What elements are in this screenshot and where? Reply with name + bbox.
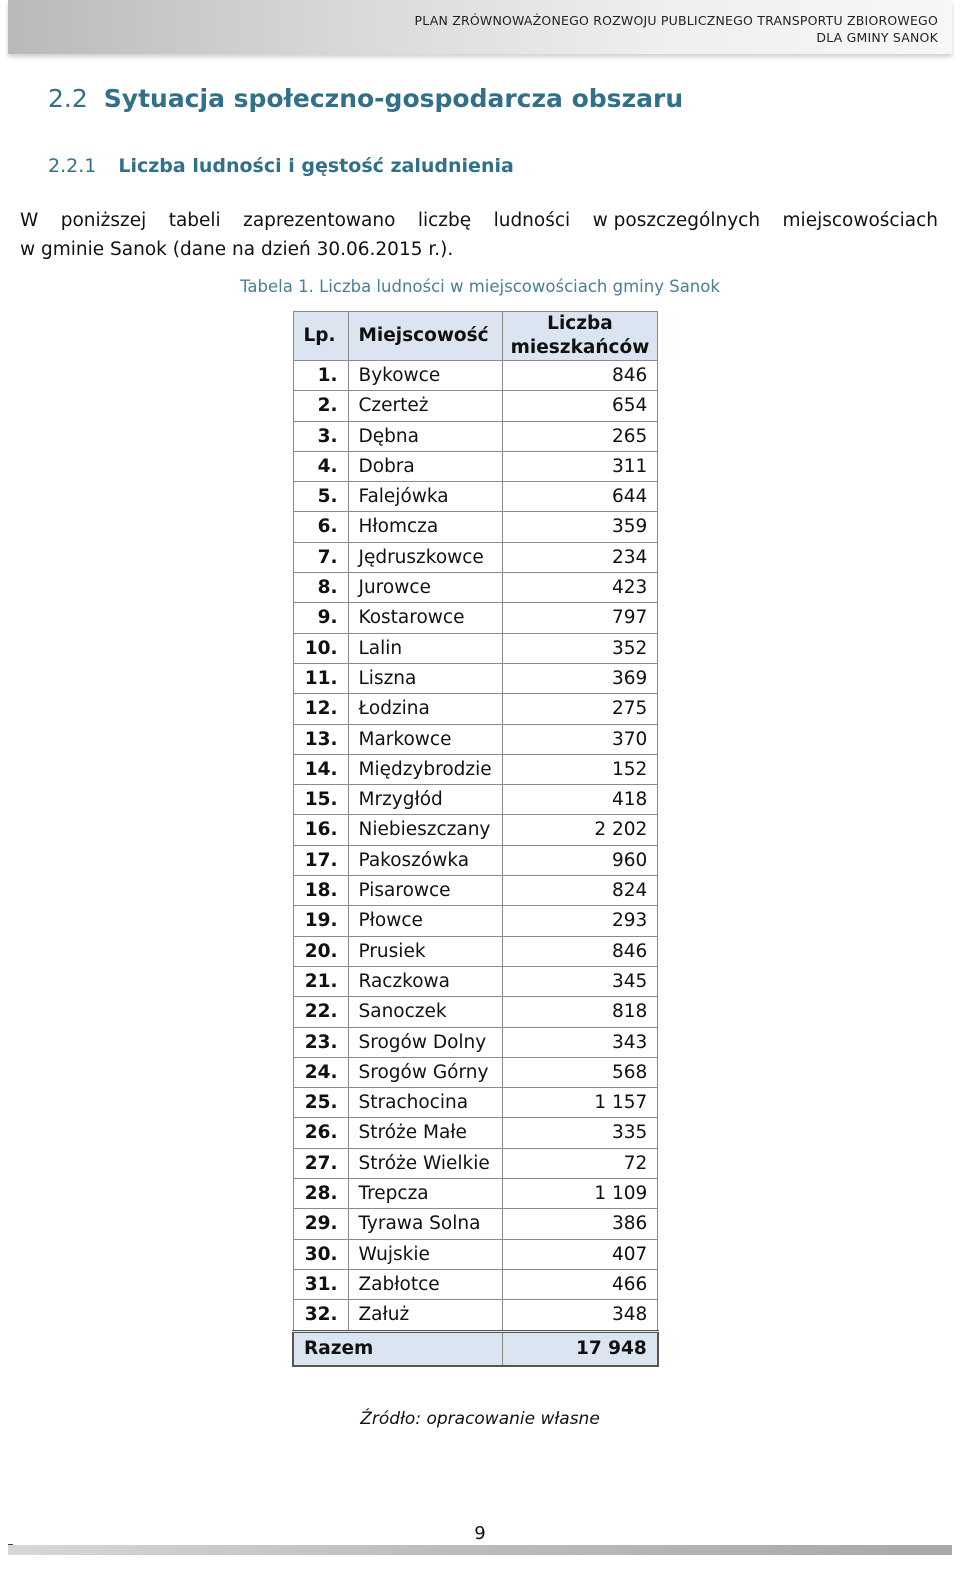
row-population: 824 xyxy=(502,876,658,906)
row-population: 359 xyxy=(502,512,658,542)
row-lp: 25. xyxy=(293,1088,348,1118)
table-header-row xyxy=(293,312,658,361)
row-lp: 30. xyxy=(293,1239,348,1269)
row-town: Bykowce xyxy=(348,361,502,391)
row-lp: 16. xyxy=(293,815,348,845)
row-lp: 5. xyxy=(293,482,348,512)
document-title-line2: DLA GMINY SANOK xyxy=(816,30,938,45)
row-lp: 20. xyxy=(293,936,348,966)
row-town: Prusiek xyxy=(348,936,502,966)
row-town: Strachocina xyxy=(348,1088,502,1118)
table-source: Źródło: opracowanie własne xyxy=(360,1409,600,1429)
table-row xyxy=(293,1057,658,1087)
row-town: Sanoczek xyxy=(348,997,502,1027)
paragraph-word: poniższej xyxy=(60,210,147,231)
row-population: 275 xyxy=(502,694,658,724)
table-row xyxy=(293,906,658,936)
row-lp: 31. xyxy=(293,1269,348,1299)
intro-paragraph xyxy=(20,206,938,264)
row-population: 293 xyxy=(502,906,658,936)
paragraph-word: W xyxy=(20,210,39,231)
paragraph-word: w poszczególnych xyxy=(592,210,761,231)
header-lp: Lp. xyxy=(293,312,348,361)
population-table xyxy=(292,311,659,1367)
table-row xyxy=(293,603,658,633)
row-population: 369 xyxy=(502,663,658,693)
subsection-heading xyxy=(48,155,514,177)
table-row xyxy=(293,845,658,875)
row-population: 343 xyxy=(502,1027,658,1057)
section-title: Sytuacja społeczno-gospodarcza obszaru xyxy=(103,84,684,113)
row-lp: 14. xyxy=(293,754,348,784)
row-lp: 24. xyxy=(293,1057,348,1087)
total-row xyxy=(293,1331,658,1366)
row-lp: 1. xyxy=(293,361,348,391)
row-town: Tyrawa Solna xyxy=(348,1209,502,1239)
paragraph-line-1 xyxy=(20,206,938,235)
row-population: 265 xyxy=(502,421,658,451)
row-lp: 19. xyxy=(293,906,348,936)
document-title-line1: PLAN ZRÓWNOWAŻONEGO ROZWOJU PUBLICZNEGO TRANSPORTU ZBIOROWEGO xyxy=(414,13,938,28)
header-population-line2: mieszkańców xyxy=(510,337,650,358)
row-town: Trepcza xyxy=(348,1179,502,1209)
table-row xyxy=(293,997,658,1027)
row-population: 370 xyxy=(502,724,658,754)
row-town: Falejówka xyxy=(348,482,502,512)
header-population-line1: Liczba xyxy=(547,313,613,334)
row-lp: 17. xyxy=(293,845,348,875)
total-population: 17 948 xyxy=(502,1331,658,1366)
row-lp: 13. xyxy=(293,724,348,754)
table-row xyxy=(293,421,658,451)
row-town: Pisarowce xyxy=(348,876,502,906)
row-lp: 3. xyxy=(293,421,348,451)
row-lp: 28. xyxy=(293,1179,348,1209)
row-town: Dębna xyxy=(348,421,502,451)
table-caption: Tabela 1. Liczba ludności w miejscowościach gminy Sanok xyxy=(240,277,720,296)
row-population: 386 xyxy=(502,1209,658,1239)
row-population: 797 xyxy=(502,603,658,633)
row-lp: 6. xyxy=(293,512,348,542)
table-row xyxy=(293,663,658,693)
row-population: 152 xyxy=(502,754,658,784)
row-town: Międzybrodzie xyxy=(348,754,502,784)
table-row xyxy=(293,694,658,724)
table-row xyxy=(293,1179,658,1209)
row-population: 466 xyxy=(502,1269,658,1299)
row-population: 1 157 xyxy=(502,1088,658,1118)
row-town: Raczkowa xyxy=(348,966,502,996)
paragraph-word: tabeli xyxy=(168,210,221,231)
row-population: 1 109 xyxy=(502,1179,658,1209)
table-row xyxy=(293,876,658,906)
row-town: Wujskie xyxy=(348,1239,502,1269)
row-population: 2 202 xyxy=(502,815,658,845)
row-population: 72 xyxy=(502,1148,658,1178)
row-town: Zabłotce xyxy=(348,1269,502,1299)
row-lp: 7. xyxy=(293,542,348,572)
row-lp: 23. xyxy=(293,1027,348,1057)
row-population: 644 xyxy=(502,482,658,512)
row-lp: 15. xyxy=(293,785,348,815)
row-lp: 8. xyxy=(293,573,348,603)
row-population: 407 xyxy=(502,1239,658,1269)
table-row xyxy=(293,1269,658,1299)
row-population: 960 xyxy=(502,845,658,875)
row-town: Liszna xyxy=(348,663,502,693)
row-town: Srogów Górny xyxy=(348,1057,502,1087)
paragraph-word: miejscowościach xyxy=(782,210,938,231)
paragraph-line-2: w gminie Sanok (dane na dzień 30.06.2015 r.). xyxy=(20,239,454,260)
row-lp: 22. xyxy=(293,997,348,1027)
row-lp: 4. xyxy=(293,451,348,481)
row-town: Łodzina xyxy=(348,694,502,724)
row-population: 335 xyxy=(502,1118,658,1148)
row-lp: 32. xyxy=(293,1300,348,1331)
subsection-title: Liczba ludności i gęstość zaludnienia xyxy=(118,155,514,177)
row-lp: 18. xyxy=(293,876,348,906)
row-town: Jurowce xyxy=(348,573,502,603)
section-heading xyxy=(48,84,683,113)
table-row xyxy=(293,1088,658,1118)
table-row xyxy=(293,724,658,754)
row-population: 654 xyxy=(502,391,658,421)
table-row xyxy=(293,482,658,512)
table-row xyxy=(293,573,658,603)
table-row xyxy=(293,391,658,421)
row-town: Srogów Dolny xyxy=(348,1027,502,1057)
row-population: 818 xyxy=(502,997,658,1027)
total-label: Razem xyxy=(293,1331,502,1366)
subsection-number: 2.2.1 xyxy=(48,155,97,177)
row-town: Czerteż xyxy=(348,391,502,421)
row-lp: 11. xyxy=(293,663,348,693)
table-row xyxy=(293,1239,658,1269)
row-population: 568 xyxy=(502,1057,658,1087)
page-number: 9 xyxy=(474,1523,486,1544)
table-row xyxy=(293,1209,658,1239)
row-town: Płowce xyxy=(348,906,502,936)
table-row xyxy=(293,785,658,815)
row-town: Stróże Małe xyxy=(348,1118,502,1148)
table-row xyxy=(293,1118,658,1148)
row-town: Dobra xyxy=(348,451,502,481)
row-lp: 27. xyxy=(293,1148,348,1178)
table-row xyxy=(293,754,658,784)
row-town: Niebieszczany xyxy=(348,815,502,845)
row-town: Stróże Wielkie xyxy=(348,1148,502,1178)
table-row xyxy=(293,361,658,391)
table-row xyxy=(293,815,658,845)
table-row xyxy=(293,633,658,663)
page-header-bar xyxy=(8,0,952,54)
page-footer-bar xyxy=(8,1545,952,1555)
row-town: Pakoszówka xyxy=(348,845,502,875)
row-population: 846 xyxy=(502,361,658,391)
row-population: 423 xyxy=(502,573,658,603)
table-row xyxy=(293,1300,658,1331)
row-town: Lalin xyxy=(348,633,502,663)
row-population: 234 xyxy=(502,542,658,572)
row-lp: 10. xyxy=(293,633,348,663)
table-row xyxy=(293,1148,658,1178)
paragraph-word: ludności xyxy=(493,210,571,231)
table-body xyxy=(293,361,658,1332)
table-row xyxy=(293,1027,658,1057)
row-population: 348 xyxy=(502,1300,658,1331)
row-town: Mrzygłód xyxy=(348,785,502,815)
table-row xyxy=(293,512,658,542)
header-population xyxy=(502,312,658,361)
row-population: 311 xyxy=(502,451,658,481)
table-row xyxy=(293,966,658,996)
table-row xyxy=(293,542,658,572)
document-title xyxy=(415,12,938,46)
row-town: Kostarowce xyxy=(348,603,502,633)
row-lp: 12. xyxy=(293,694,348,724)
row-town: Załuż xyxy=(348,1300,502,1331)
paragraph-word: zaprezentowano xyxy=(243,210,396,231)
table-row xyxy=(293,451,658,481)
table-row xyxy=(293,936,658,966)
row-lp: 26. xyxy=(293,1118,348,1148)
row-population: 352 xyxy=(502,633,658,663)
row-lp: 2. xyxy=(293,391,348,421)
row-town: Markowce xyxy=(348,724,502,754)
header-town: Miejscowość xyxy=(348,312,502,361)
row-population: 345 xyxy=(502,966,658,996)
row-population: 846 xyxy=(502,936,658,966)
row-lp: 21. xyxy=(293,966,348,996)
row-town: Jędruszkowce xyxy=(348,542,502,572)
row-population: 418 xyxy=(502,785,658,815)
row-lp: 9. xyxy=(293,603,348,633)
row-town: Hłomcza xyxy=(348,512,502,542)
row-lp: 29. xyxy=(293,1209,348,1239)
paragraph-word: liczbę xyxy=(417,210,472,231)
section-number: 2.2 xyxy=(48,84,88,113)
